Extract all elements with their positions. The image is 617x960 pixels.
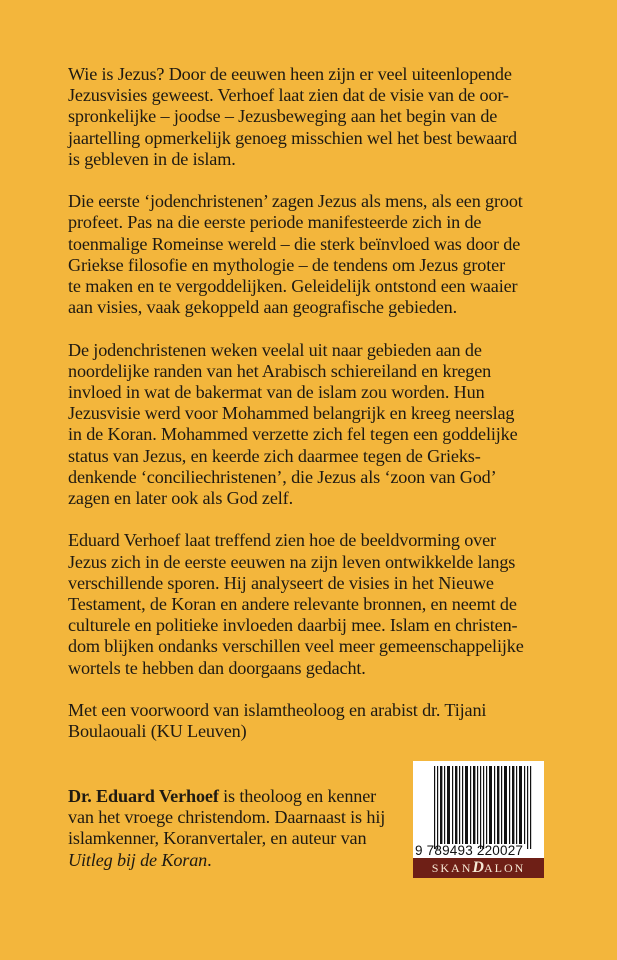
isbn-number: 9 789493 220027 [415,843,524,858]
foreword-note [68,700,543,742]
isbn-barcode-box [413,761,544,878]
author-bio [68,786,403,871]
publisher-logo-part: ALON [483,861,526,875]
blurb-line: Griekse filosofie en mythologie – de tendens om Jezus groter [68,254,505,275]
back-cover-blurb [68,64,543,764]
blurb-line: culturele en politieke invloeden daarbij mee. Islam en christen- [68,615,518,636]
blurb-paragraph-3 [68,340,543,510]
blurb-line: te maken en te vergoddelijken. Geleidelijk ontstond een waaier [68,276,518,297]
bio-line: islamkenner, Koranvertaler, en auteur van [68,828,367,849]
bio-line: van het vroege christendom. Daarnaast is hij [68,807,386,828]
publisher-logo-part: SKAN [431,861,473,875]
blurb-line: invloed in wat de bakermat van de islam zou worden. Hun [68,382,485,403]
blurb-line: status van Jezus, en keerde zich daarmee tegen de Grieks- [68,445,481,466]
bio-trailing: . [207,849,212,870]
blurb-line: Wie is Jezus? Door de eeuwen heen zijn er veel uiteenlopende [68,64,512,84]
blurb-line: Testament, de Koran en andere relevante bronnen, en neemt de [68,594,517,615]
blurb-line: jaartelling opmerkelijk genoeg misschien wel het best bewaard [68,127,517,148]
blurb-line: Jezusvisie werd voor Mohammed belangrijk en kreeg neerslag [68,403,515,424]
blurb-line: Met een voorwoord van islamtheoloog en arabist dr. Tijani [68,700,487,721]
blurb-line: wortels te hebben dan doorgaans gedacht. [68,657,366,678]
blurb-line: toenmalige Romeinse wereld – die sterk beïnvloed was door de [68,233,521,254]
barcode-icon [423,766,537,849]
blurb-line: zagen en later ook als God zelf. [68,488,293,509]
blurb-paragraph-4 [68,530,543,678]
bio-line: is theoloog en kenner [218,786,377,806]
blurb-line: Eduard Verhoef laat treffend zien hoe de beeldvorming over [68,530,496,551]
author-bio-text [68,786,403,871]
author-name: Dr. Eduard Verhoef [68,786,219,806]
blurb-line: profeet. Pas na die eerste periode manifesteerde zich in de [68,212,482,233]
blurb-line: noordelijke randen van het Arabisch schiereiland en kregen [68,360,492,381]
publisher-logo-initial: D [472,859,484,876]
blurb-paragraph-2 [68,191,543,318]
blurb-paragraph-1 [68,64,543,170]
blurb-line: aan visies, vaak gekoppeld aan geografische gebieden. [68,297,457,318]
blurb-line: spronkelijke – joodse – Jezusbeweging aan het begin van de [68,106,498,127]
blurb-line: dom blijken ondanks verschillen veel meer gemeenschappelijke [68,636,524,657]
blurb-line: Jezus zich in de eerste eeuwen na zijn leven ontwikkelde langs [68,551,516,572]
book-title-reference: Uitleg bij de Koran [68,849,208,870]
blurb-line: De jodenchristenen weken veelal uit naar gebieden aan de [68,339,482,360]
blurb-line: is gebleven in de islam. [68,148,236,169]
blurb-line: denkende ‘conciliechristenen’, die Jezus als ‘zoon van God’ [68,466,497,487]
blurb-line: verschillende sporen. Hij analyseert de visies in het Nieuwe [68,572,494,593]
blurb-line: Die eerste ‘jodenchristenen’ zagen Jezus als mens, als een groot [68,191,523,212]
publisher-logo [413,858,544,878]
blurb-line: Jezusvisies geweest. Verhoef laat zien dat de visie van de oor- [68,85,509,106]
blurb-line: Boulaouali (KU Leuven) [68,721,247,742]
blurb-line: in de Koran. Mohammed verzette zich fel tegen een goddelijke [68,424,518,445]
